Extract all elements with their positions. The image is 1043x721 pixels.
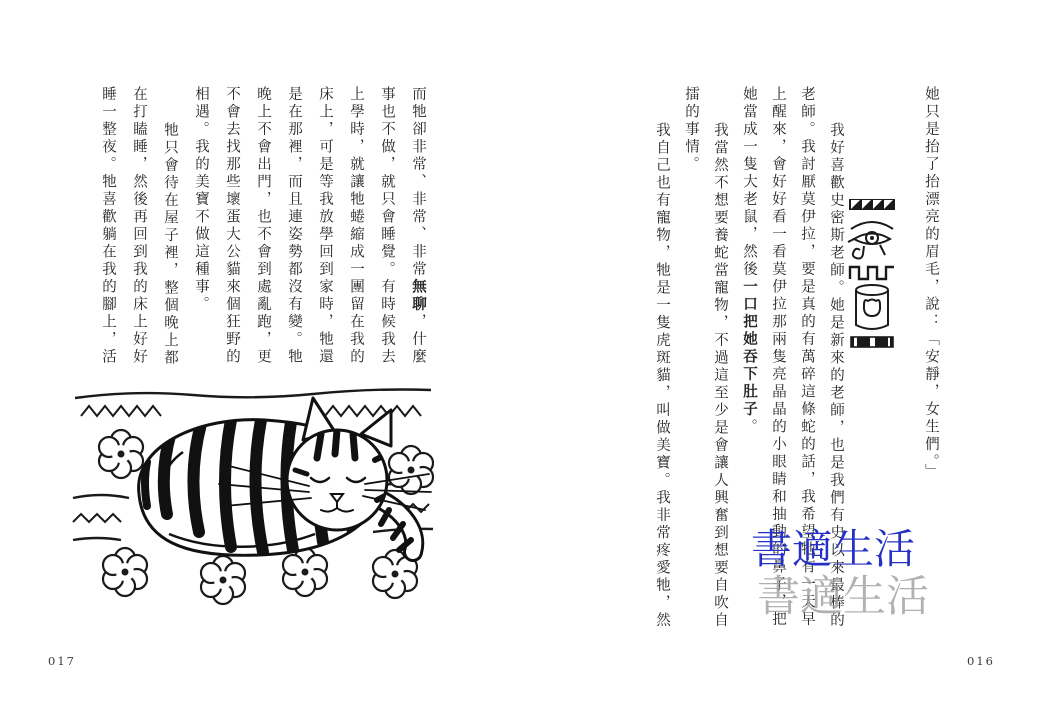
egyptian-hieroglyphs-icon [845,197,899,349]
water-zigzag-icon [850,267,894,279]
column-text: 在打瞌睡，然後再回到我的床上好好 [131,86,147,366]
flower-icon [389,446,433,494]
sleeping-cat-illustration [72,382,434,644]
left-page-text [92,86,433,386]
flower-icon [283,548,327,596]
column-text: 床上，可是等我放學回到家時，牠還 [317,86,333,366]
text-column [154,86,185,386]
column-text: 牠只會待在屋子裡，整個晚上都 [162,122,178,367]
text-column [185,86,216,386]
column-text: 晚上不會出門，也不會到處亂跑，更 [255,86,271,366]
text-column [916,86,945,631]
text-column [371,86,402,386]
text-column [247,86,278,386]
flower-icon [103,548,147,596]
column-text: 我好喜歡史密斯老師。她是新來的老師，也是我們有史以來最棒的 [828,122,844,630]
flower-icon [99,430,143,478]
column-text: 上學時，就讓牠蜷縮成一團留在我的 [348,86,364,366]
column-text: 相遇。我的美寶不做這種事。 [193,86,209,314]
column-text: 她只是抬了抬漂亮的眉毛，說：「安靜，女生們。」 [923,86,939,482]
hatched-bar-icon [849,199,895,210]
watermark-blue: 書適生活 [751,526,915,572]
text-column [402,86,433,386]
column-text: ，什麼 [410,313,426,366]
column-text: 我自己也有寵物，牠是一隻虎斑貓，叫做美寶。我非常疼愛牠，然 [654,122,670,630]
text-column [216,86,247,386]
column-text: 擂的事情。 [683,86,699,174]
column-text: 我當然不想要養蛇當寵物，不過這至少是會讓人興奮到想要自吹自 [712,122,728,630]
text-column [278,86,309,386]
text-column [340,86,371,386]
striped-bar-icon [851,337,893,347]
column-text: 事也不做，就只會睡覺。有時候我去 [379,86,395,366]
watermark-gray: 書適生活 [757,574,929,621]
column-text: 睡一整夜。牠喜歡躺在我的腳上，活 [100,86,116,366]
emphasized-text: 一口把她吞下肚子 [741,278,757,419]
text-column [92,86,123,386]
text-column [123,86,154,386]
eye-of-horus-icon [848,222,893,259]
column-text: 不會去找那些壞蛋大公貓來個狂野的 [224,86,240,366]
text-column [705,86,734,631]
jar-with-cat-icon [856,285,888,329]
page-number-right: 016 [967,654,995,668]
text-column [676,86,705,631]
text-column [309,86,340,386]
column-text: 。 [741,418,757,436]
column-text: 而牠卻非常、非常、非常 [410,86,426,279]
emphasized-text: 無聊 [410,278,426,314]
text-column [647,86,676,631]
page-number-left: 017 [48,654,76,668]
column-text: 她當成一隻大老鼠，然後 [741,86,757,279]
column-text: 上醒來，會好好看一看莫伊拉那兩隻亮晶晶的小眼睛和抽動的鼻子，把 [770,86,786,629]
column-text: 是在那裡，而且連姿勢都沒有變。牠 [286,86,302,366]
column-text: 老師。我討厭莫伊拉，要是真的有萬碎這條蛇的話，我希望牠有一天早 [799,86,815,629]
flower-icon [201,556,245,604]
